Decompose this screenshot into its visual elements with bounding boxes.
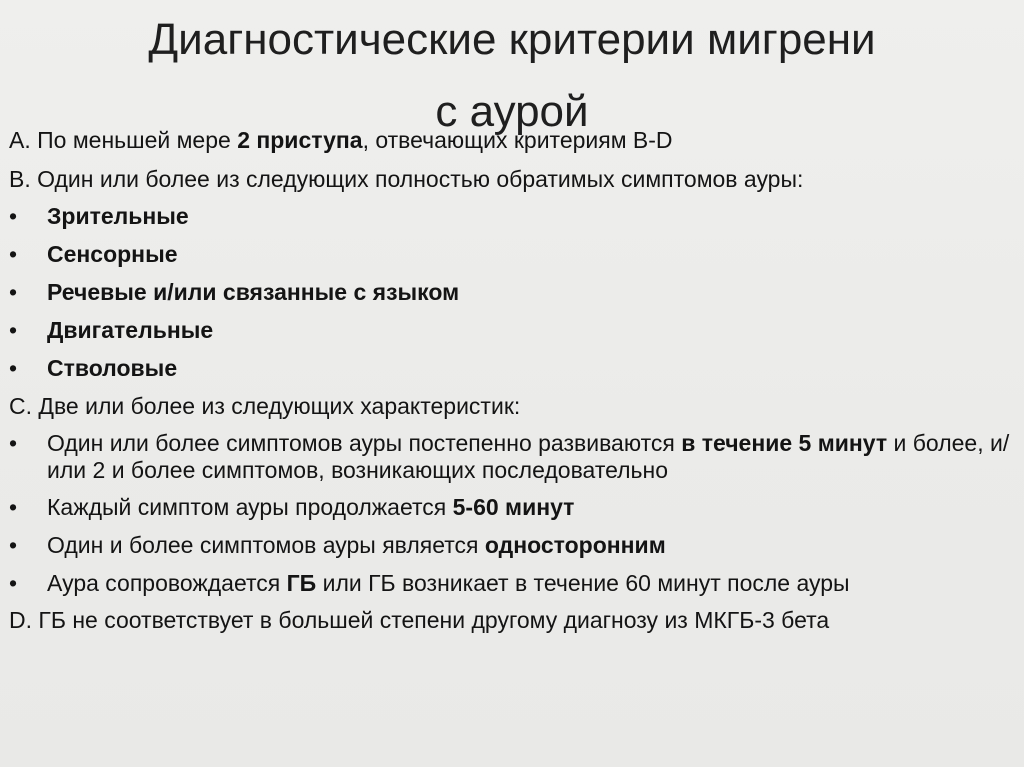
title-line-1: Диагностические критерии мигрени	[148, 15, 876, 64]
symptom-item	[9, 317, 1014, 344]
bullet-marker: •	[9, 570, 18, 596]
bullet-marker: •	[9, 430, 18, 456]
characteristic-pre: Аура сопровождается	[47, 570, 287, 596]
symptom-label: Речевые и/или связанные с языком	[47, 279, 460, 305]
symptom-label: Двигательные	[47, 317, 214, 343]
bullet-marker: •	[9, 532, 18, 558]
bullet-marker: •	[9, 279, 18, 305]
criteria-list	[9, 127, 1014, 646]
bullet-marker: •	[9, 203, 18, 229]
criterion-a-bold: 2 приступа	[237, 127, 363, 153]
symptom-item	[9, 203, 1014, 230]
characteristic-item	[9, 570, 1014, 597]
criterion-a	[9, 127, 1014, 154]
characteristic-item	[9, 430, 1014, 484]
characteristic-bold: односторонним	[484, 532, 666, 558]
characteristic-bold: в течение 5 минут	[681, 430, 888, 456]
symptom-label: Зрительные	[47, 203, 189, 229]
criterion-c: C. Две или более из следующих характеристик:	[9, 393, 521, 419]
characteristic-bold: 5-60 минут	[452, 494, 575, 520]
characteristic-item	[9, 532, 1014, 559]
symptom-item	[9, 241, 1014, 268]
symptom-label: Стволовые	[47, 355, 178, 381]
characteristic-pre: Один или более симптомов ауры постепенно развиваются	[47, 430, 682, 456]
symptom-item	[9, 355, 1014, 382]
characteristic-post: или ГБ возникает в течение 60 минут после ауры	[316, 570, 850, 596]
symptom-label: Сенсорные	[47, 241, 178, 267]
characteristic-bold: ГБ	[286, 570, 317, 596]
characteristic-pre: Каждый симптом ауры продолжается	[47, 494, 453, 520]
criterion-d: D. ГБ не соответствует в большей степени другому диагнозу из МКГБ-3 бета	[9, 607, 830, 633]
criterion-a-pre: А. По меньшей мере	[9, 127, 238, 153]
criterion-a-post: , отвечающих критериям B-D	[362, 127, 673, 153]
characteristic-post: и более, и/или 2 и более симптомов, возникающих последовательно	[47, 430, 1010, 483]
title-line-2: с аурой	[435, 87, 589, 136]
symptom-item	[9, 279, 1014, 306]
criterion-b: B. Один или более из следующих полностью обратимых симптомов ауры:	[9, 166, 804, 192]
bullet-marker: •	[9, 317, 18, 343]
bullet-marker: •	[9, 241, 18, 267]
bullet-marker: •	[9, 355, 18, 381]
bullet-marker: •	[9, 494, 18, 520]
characteristic-item	[9, 494, 1014, 521]
characteristic-pre: Один и более симптомов ауры является	[47, 532, 485, 558]
